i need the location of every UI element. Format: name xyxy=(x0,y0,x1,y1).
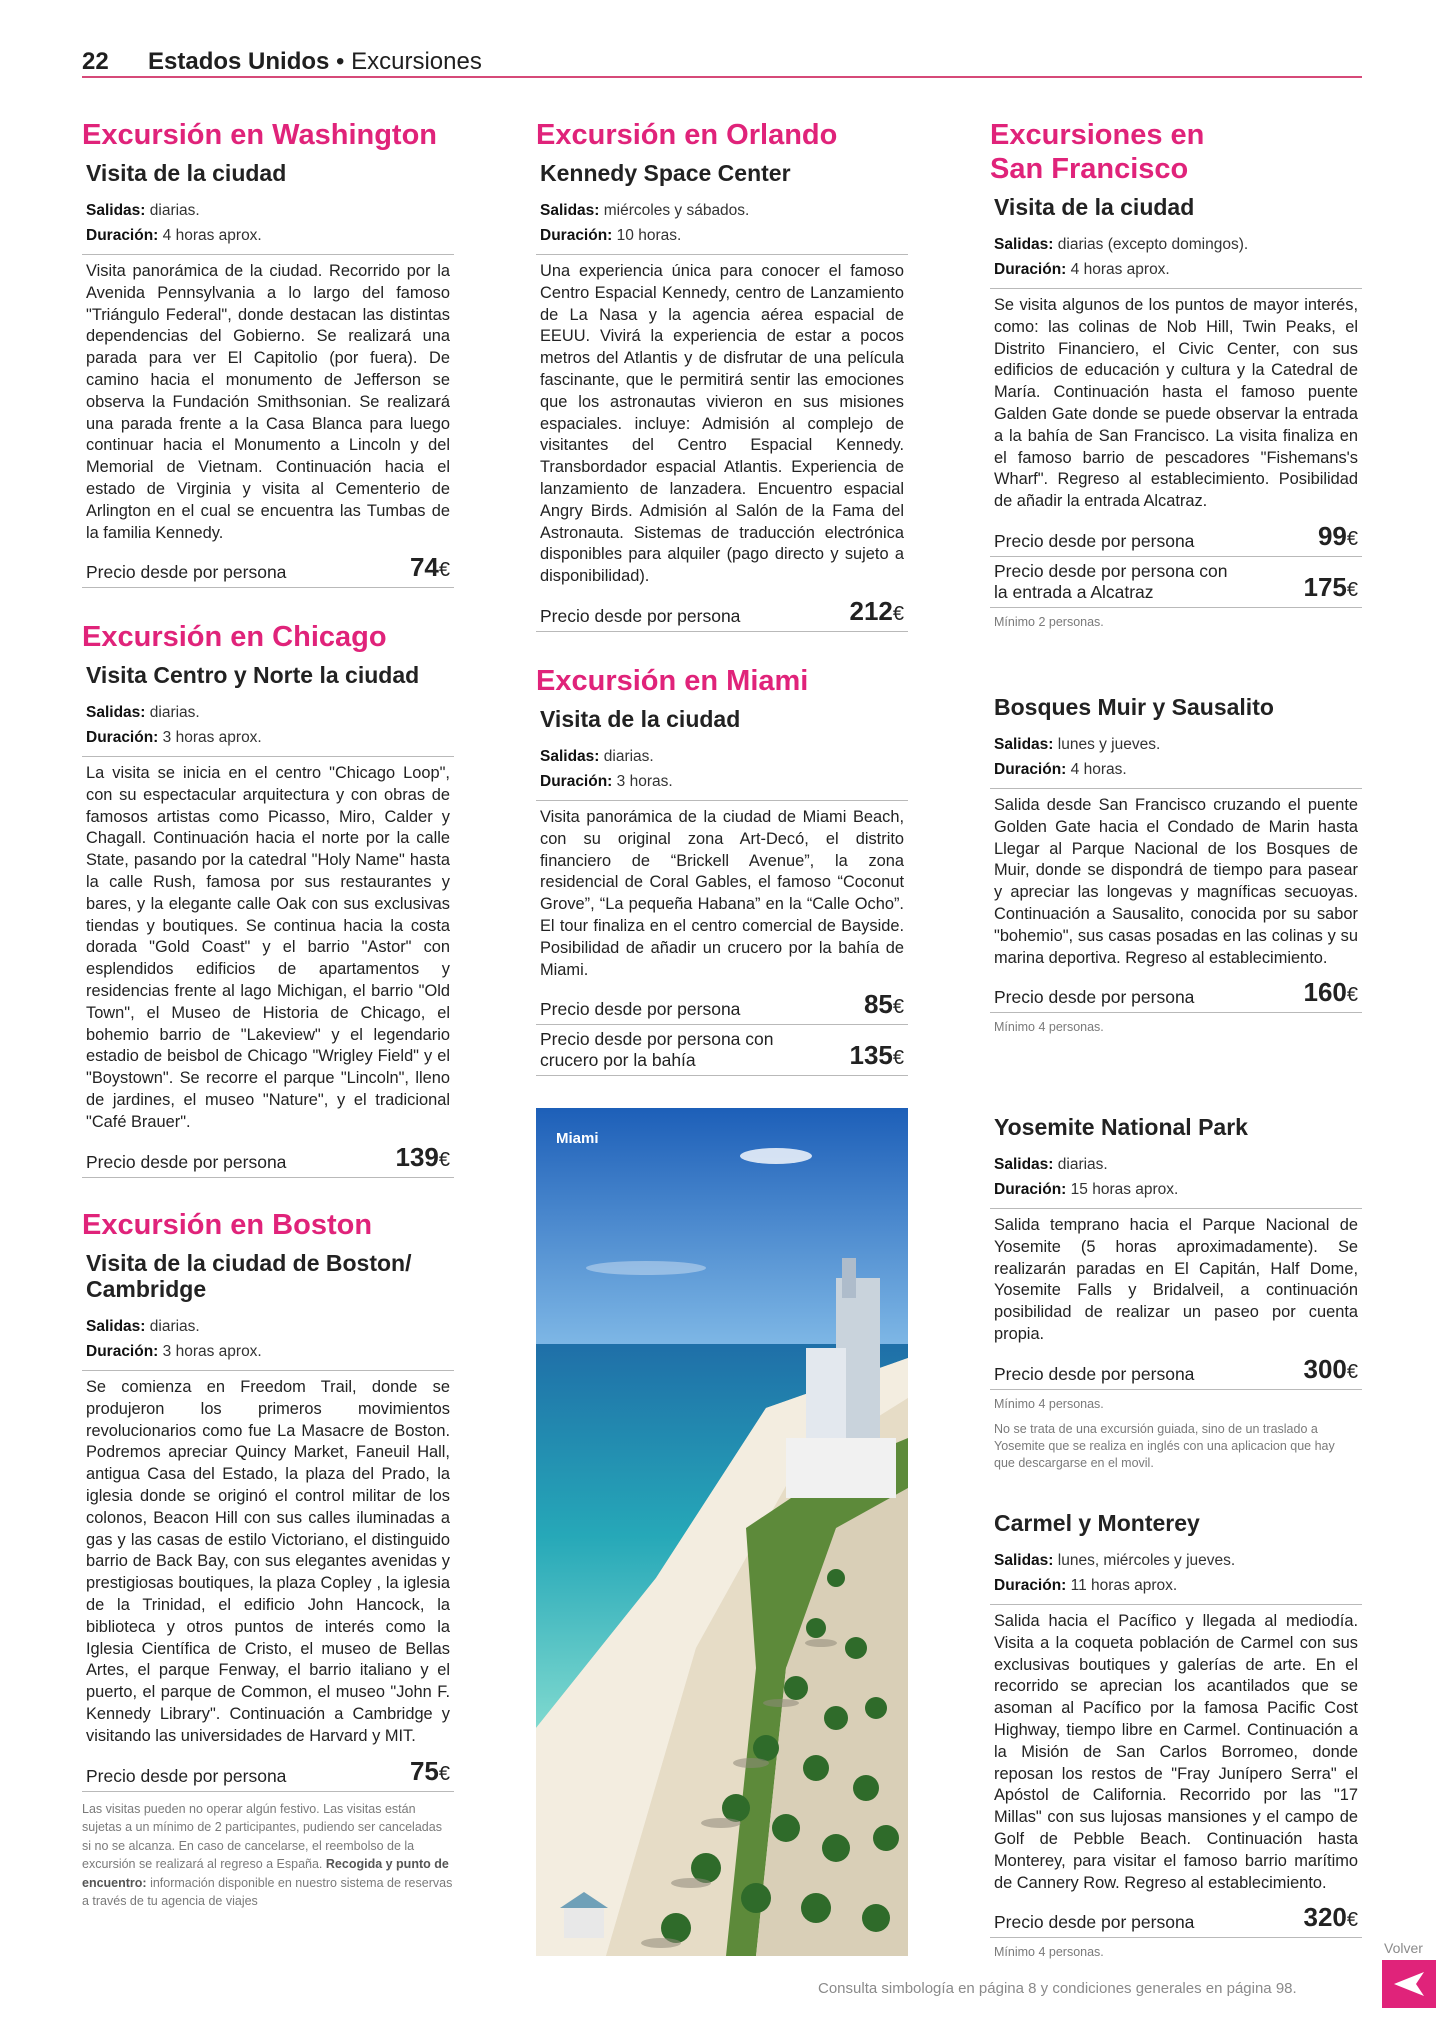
tour-title: Visita de la ciudad xyxy=(994,194,1195,220)
price-row xyxy=(990,1352,1362,1390)
price-value: 160€ xyxy=(1303,977,1358,1008)
yosemite-transfer-note: No se trata de una excursión guiada, sino de un traslado a Yosemite que se realiza en inglés con una aplicacion que hay que descargarse en el movil. xyxy=(994,1421,1335,1470)
section-title: Excursión en Miami xyxy=(536,665,809,697)
minimum-note: Mínimo 2 personas. xyxy=(994,614,1104,629)
price-label: Precio desde por persona xyxy=(540,999,741,1020)
section-title: Excursión en Washington xyxy=(82,119,438,151)
country-name: Estados Unidos xyxy=(148,48,330,75)
section-title: Excursión en Boston xyxy=(82,1209,373,1241)
muir-sausalito-section xyxy=(990,694,1362,1036)
price-value: 139€ xyxy=(395,1141,450,1172)
price-value: 300€ xyxy=(1303,1353,1358,1384)
duration: Duración: 3 horas aprox. xyxy=(86,1343,262,1360)
minimum-note: Mínimo 4 personas. xyxy=(994,1396,1104,1411)
washington-section xyxy=(82,118,454,588)
tour-title: Yosemite National Park xyxy=(994,1114,1248,1140)
tour-title: Visita Centro y Norte la ciudad xyxy=(86,662,420,688)
tour-description: Salida temprano hacia el Parque Nacional de Yosemite (5 horas aproximadamente). Se realizarán paradas en El Capitán, Half Dome, Yosemite Falls y Bridalveil, a continuación posibilidad de realizar un paseo por cuenta propia. xyxy=(990,1208,1362,1350)
price-row xyxy=(82,1140,454,1178)
price-row-alcatraz xyxy=(990,559,1362,608)
price-value: 175€ xyxy=(1303,571,1358,602)
tour-description: Se comienza en Freedom Trail, donde se produjeron los primeros movimientos revolucionarios como fue La Masacre de Boston. Podremos apreciar Quincy Market, Faneuil Hall, antigua Casa del Estado, la plaza del Prado, la iglesia donde se originó el control militar de los colonos, Beacon Hill con sus calles iluminadas a gas y las casas de estilo Victoriano, el distinguido barrio de Back Bay, con sus elegantes avenidas y prestigiosas boutiques, la plaza Copley , la iglesia de la Trinidad, el edificio John Hancock, la biblioteca y otros puntos de interés como la Iglesia Científica de Cristo, el museo de Bellas Artes, el parque Fenway, el barrio italiano y el puerto, el parque de Common, el museo "John F. Kennedy Library". Continuación a Cambridge y visitando las universidades de Harvard y MIT. xyxy=(82,1370,454,1752)
page-header xyxy=(82,44,1362,78)
tour-description: Visita panorámica de la ciudad de Miami Beach, con su original zona Art-Decó, el distrito financiero de “Brickell Avenue”, la zona residencial de Coral Gables, el famoso “Coconut Grove”, “La pequeña Habana” en la “Calle Ocho”. El tour finaliza en el centro comercial de Bayside. Posibilidad de añadir un crucero por la bahía de Miami. xyxy=(536,800,908,985)
price-row xyxy=(990,975,1362,1013)
departures: Salidas: diarias. xyxy=(86,704,200,721)
tour-title: Carmel y Monterey xyxy=(994,1510,1200,1536)
duration: Duración: 15 horas aprox. xyxy=(994,1181,1179,1198)
miami-beach-illustration xyxy=(536,1108,908,1956)
section-title: Excursión en Orlando xyxy=(536,119,838,151)
price-label: Precio desde por persona xyxy=(540,605,741,626)
tour-title: Bosques Muir y Sausalito xyxy=(994,694,1274,720)
price-value: 85€ xyxy=(863,989,904,1020)
title-separator: • xyxy=(329,48,352,75)
departures: Salidas: diarias. xyxy=(86,202,200,219)
price-value: 212€ xyxy=(849,595,904,626)
back-arrow-icon xyxy=(1382,1960,1436,2008)
miami-beach-photo xyxy=(536,1108,908,1956)
duration: Duración: 4 horas aprox. xyxy=(86,227,262,244)
minimum-note: Mínimo 4 personas. xyxy=(994,1945,1104,1960)
price-row xyxy=(82,1754,454,1792)
boston-footnote: Las visitas pueden no operar algún festivo. Las visitas están sujetas a un mínimo de 2 participantes, pudiendo ser canceladas si no se alcanza. En caso de cancelarse, el reembolso de la excursión se realizará al regreso a España. Recogida y punto de encuentro: información disponible en nuestro sistema de reservas a través de tu agencia de viajes xyxy=(82,1801,453,1909)
price-label: Precio desde por persona con crucero por la bahía xyxy=(540,1029,774,1071)
price-row xyxy=(990,1900,1362,1938)
section-title: Excursiones en San Francisco xyxy=(990,119,1205,185)
back-button[interactable] xyxy=(1382,1960,1436,2008)
price-value: 320€ xyxy=(1303,1902,1358,1933)
sanfrancisco-section xyxy=(990,118,1362,631)
price-row xyxy=(990,519,1362,557)
price-row xyxy=(536,594,908,632)
duration: Duración: 10 horas. xyxy=(540,227,682,244)
orlando-section xyxy=(536,118,908,632)
price-label: Precio desde por persona xyxy=(86,562,287,583)
tour-title: Kennedy Space Center xyxy=(540,160,791,186)
carmel-monterey-section xyxy=(990,1510,1362,1961)
duration: Duración: 3 horas. xyxy=(540,773,673,790)
departures: Salidas: diarias (excepto domingos). xyxy=(994,236,1249,253)
price-label: Precio desde por persona xyxy=(86,1765,287,1786)
tour-description: Visita panorámica de la ciudad. Recorrido por la Avenida Pennsylvania a lo largo del famoso "Triángulo Federal", donde destacan las distintas dependencias del Gobierno. Se realizará una parada para ver El Capitolio (por fuera). De camino hacia el monumento de Jefferson se observa la Fundación Smithsonian. Se realizará una parada frente a la Casa Blanca para luego continuar hacia el Monumento a Lincoln y del Memorial de Vietnam. Continuación hacia el estado de Virginia y visita al Cementerio de Arlington en el cual se encuentra las Tumbas de la familia Kennedy. xyxy=(82,254,454,548)
tour-title: Visita de la ciudad xyxy=(86,160,287,186)
photo-caption: Miami xyxy=(556,1130,599,1147)
tour-description: Una experiencia única para conocer el famoso Centro Espacial Kennedy, centro de Lanzamiento de La Nasa y la agencia aérea espacial de EEUU. Vivirá la experiencia de estar a pocos metros del Atlantis y de disfrutar de una película fascinante, que le permitirá sentir las emociones que los astronautas vivieron en sus misiones espaciales. incluye: Admisión al complejo de visitantes del Centro Espacial Kennedy. Transbordador espacial Atlantis. Experiencia de lanzamiento de lanzadera. Encuentro espacial Angry Birds. Admisión al Salón de la Fama del Astronauta. Sistemas de traducción electrónica disponibles para alquiler (pago directo y sujeto a disponibilidad). xyxy=(536,254,908,592)
departures: Salidas: diarias. xyxy=(86,1318,200,1335)
price-value: 99€ xyxy=(1317,520,1358,551)
page-number: 22 xyxy=(82,48,109,75)
price-label: Precio desde por persona xyxy=(994,987,1195,1008)
tour-description: Salida desde San Francisco cruzando el puente Golden Gate hacia el Condado de Marin hasta Llegar al Parque Nacional de los Bosques de Muir, donde se dispondrá de tiempo para pasear y apreciar las longevas y magníficas secuoyas. Continuación a Sausalito, conocida por su sabor "bohemio", sus casas posadas en las colinas y su marina deportiva. Regreso al establecimiento. xyxy=(990,788,1362,973)
departures: Salidas: diarias. xyxy=(994,1156,1108,1173)
tour-title: Visita de la ciudad de Boston/ Cambridge xyxy=(86,1250,412,1302)
departures: Salidas: lunes y jueves. xyxy=(994,736,1161,753)
price-label: Precio desde por persona xyxy=(86,1151,287,1172)
boston-section xyxy=(82,1208,454,1911)
chicago-section xyxy=(82,620,454,1178)
section-title: Excursión en Chicago xyxy=(82,621,387,653)
price-row-cruise xyxy=(536,1027,908,1076)
price-label: Precio desde por persona xyxy=(994,1363,1195,1384)
page-title xyxy=(148,48,482,76)
duration: Duración: 4 horas aprox. xyxy=(994,261,1170,278)
price-label: Precio desde por persona xyxy=(994,530,1195,551)
price-label: Precio desde por persona xyxy=(994,1912,1195,1933)
header-rule xyxy=(82,76,1362,78)
duration: Duración: 11 horas aprox. xyxy=(994,1577,1178,1594)
price-value: 74€ xyxy=(409,552,450,583)
tour-description: Salida hacia el Pacífico y llegada al mediodía. Visita a la coqueta población de Carmel con sus exclusivas boutiques y galerías de arte. En el recorrido se aprecian los acantilados que se asoman al Pacífico por la famosa Pacific Cost Highway, tiempo libre en Carmel. Continuación a la Misión de San Carlos Borromeo, donde reposan los restos de "Fray Junípero Serra" el Apóstol de California. Recorrido por las "17 Millas" con sus lujosas mansiones y el campo de Golf de Pebble Beach. Continuación hasta Monterey, para visitar el famoso barrio marítimo de Cannery Row. Regreso al establecimiento. xyxy=(990,1604,1362,1898)
price-value: 135€ xyxy=(849,1040,904,1071)
departures: Salidas: miércoles y sábados. xyxy=(540,202,750,219)
section-name: Excursiones xyxy=(351,48,482,75)
departures: Salidas: diarias. xyxy=(540,748,654,765)
departures: Salidas: lunes, miércoles y jueves. xyxy=(994,1552,1236,1569)
tour-description: La visita se inicia en el centro "Chicago Loop", con su espectacular arquitectura y con obras de famosos artistas como Picasso, Miro, Calder y Chagall. Continuación hacia el norte por la calle State, pasando por la catedral "Holy Name" hasta la calle Rush, famosa por sus restaurantes y bares, y la elegante calle Oak con sus exclusivas tiendas y boutiques. Se continua hacia la costa dorada "Gold Coast" y el barrio "Astor" con esplendidos edificios de apartamentos y residencias frente al lago Michigan, el barrio "Old Town", el Museo de Historia de Chicago, el bohemio barrio de "Lakeview" y el legendario estadio de beisbol de Chicago "Wrigley Field" y el "Boystown". Se recorre el parque "Lincoln", lleno de jardines, el museo "Nature", y el tradicional "Café Brauer". xyxy=(82,756,454,1138)
minimum-note: Mínimo 4 personas. xyxy=(994,1020,1104,1035)
volver-label[interactable]: Volver xyxy=(1384,1940,1423,1956)
duration: Duración: 3 horas aprox. xyxy=(86,729,262,746)
price-label: Precio desde por persona con la entrada a Alcatraz xyxy=(994,560,1228,602)
miami-section xyxy=(536,664,908,1076)
tour-title: Visita de la ciudad xyxy=(540,706,741,732)
footer-conditions: Consulta simbología en página 8 y condiciones generales en página 98. xyxy=(818,1980,1297,1997)
yosemite-section xyxy=(990,1114,1362,1472)
price-row xyxy=(536,987,908,1025)
price-value: 75€ xyxy=(409,1755,450,1786)
price-row xyxy=(82,550,454,588)
tour-description: Se visita algunos de los puntos de mayor interés, como: las colinas de Nob Hill, Twin Peaks, el Distrito Financiero, el Civic Center, con sus edificios de educación y cultura y la Catedral de María. Continuación hasta el famoso puente Galden Gate donde se puede observar la entrada a la bahía de San Francisco. La visita finaliza en el famoso barrio de pescadores "Fishemans's Wharf". Regreso al establecimiento. Posibilidad de añadir la entrada Alcatraz. xyxy=(990,288,1362,517)
duration: Duración: 4 horas. xyxy=(994,761,1127,778)
